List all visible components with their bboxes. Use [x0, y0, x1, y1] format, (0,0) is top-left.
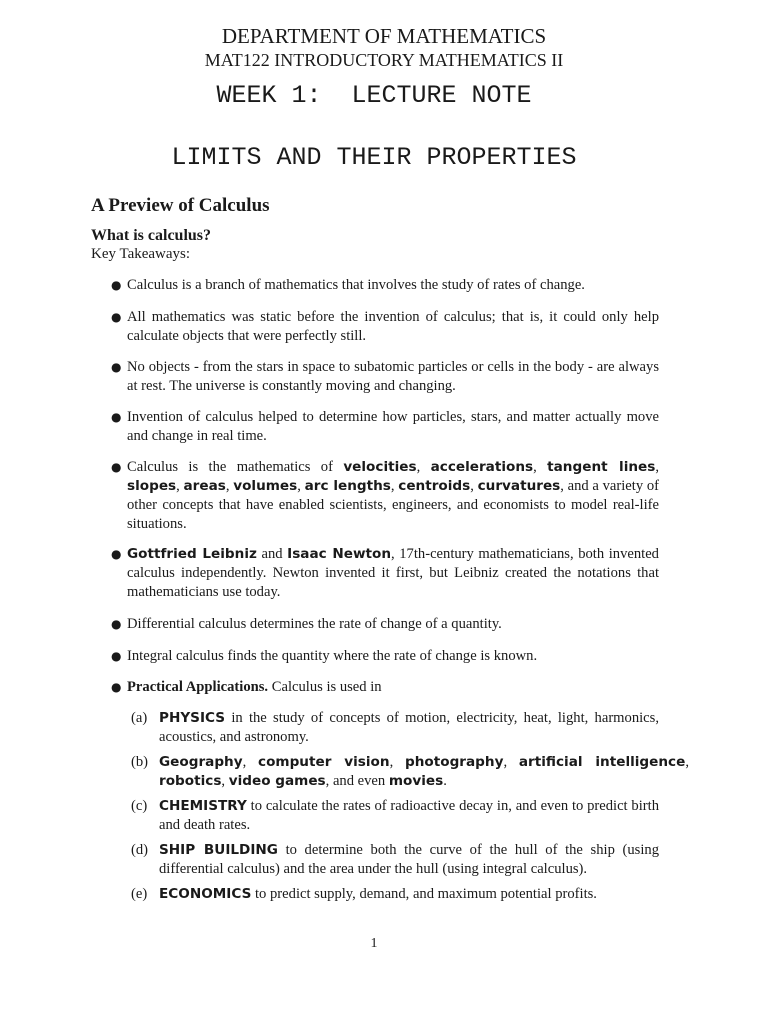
item-text: .	[443, 773, 447, 789]
application-item	[159, 709, 659, 747]
list-item: Invention of calculus helped to determine how particles, stars, and matter actually move and change in real time.	[127, 409, 659, 444]
list-item: Calculus is a branch of mathematics that involves the study of rates of change.	[127, 277, 585, 293]
term: centroids	[398, 478, 471, 494]
document-title: LIMITS AND THEIR PROPERTIES	[171, 143, 577, 172]
term: SHIP BUILDING	[159, 842, 278, 858]
enum-label: (d)	[131, 842, 149, 858]
separator: ,	[655, 459, 660, 475]
list-item: Integral calculus finds the quantity where the rate of change is known.	[127, 648, 538, 664]
list-item	[127, 678, 659, 697]
bullet-icon: ●	[111, 649, 122, 663]
application-item	[159, 885, 659, 904]
key-takeaways-label: Key Takeaways:	[91, 246, 191, 262]
bullet-icon: ●	[111, 278, 122, 292]
term: ECONOMICS	[159, 886, 252, 902]
separator: ,	[533, 459, 548, 475]
bullet-icon: ●	[111, 460, 122, 474]
term: velocities	[343, 459, 417, 475]
item-text: to predict supply, demand, and maximum potential profits.	[251, 886, 597, 902]
term: artificial intelligence	[518, 754, 686, 770]
bullet-icon: ●	[111, 310, 122, 324]
subsection-title: What is calculus?	[91, 227, 212, 244]
term: areas	[183, 478, 226, 494]
list-item	[127, 458, 659, 534]
term: CHEMISTRY	[159, 798, 247, 814]
list-item: Differential calculus determines the rate of change of a quantity.	[127, 616, 502, 632]
separator: ,	[470, 478, 478, 494]
term: video games	[228, 773, 326, 789]
bullet-icon: ●	[111, 547, 122, 561]
separator: and	[256, 546, 288, 562]
separator: ,	[503, 754, 519, 770]
application-item	[159, 797, 659, 835]
separator: ,	[221, 773, 229, 789]
item-text: Calculus is used in	[268, 679, 382, 695]
separator: ,	[390, 478, 399, 494]
item-text: to determine both the curve of the hull of the ship (using differential calculus) and the area under the hull (using integral calculus).	[159, 842, 659, 877]
enum-label: (c)	[131, 798, 148, 814]
separator: ,	[297, 478, 305, 494]
application-item	[159, 753, 689, 791]
term: Gottfried Leibniz	[127, 546, 257, 562]
bullet-icon: ●	[111, 680, 122, 694]
item-text: Calculus is the mathematics of	[127, 459, 344, 475]
term: computer vision	[258, 754, 390, 770]
term: robotics	[159, 773, 222, 789]
term: slopes	[127, 478, 177, 494]
separator: ,	[242, 754, 259, 770]
term: PHYSICS	[159, 710, 226, 726]
separator: , and even	[325, 773, 389, 789]
item-text: , 17th-century mathematicians, both invented calculus independently. Newton invented it first, but Leibniz created the notations that mathematicians use today.	[127, 546, 659, 600]
term: arc lengths	[304, 478, 391, 494]
list-item: All mathematics was static before the invention of calculus; that is, it could only help calculate objects that were perfectly still.	[127, 309, 659, 344]
separator: ,	[176, 478, 184, 494]
separator: ,	[225, 478, 234, 494]
item-text: in the study of concepts of motion, electricity, heat, light, harmonics, acoustics, and astronomy.	[159, 710, 659, 745]
list-item	[127, 545, 659, 602]
separator: ,	[685, 754, 689, 770]
item-text: to calculate the rates of radioactive decay in, and even to predict birth and death rates.	[159, 798, 659, 833]
term: movies	[388, 773, 444, 789]
term: tangent lines	[547, 459, 656, 475]
bullet-icon: ●	[111, 360, 122, 374]
enum-label: (e)	[131, 886, 148, 902]
term: Isaac Newton	[287, 546, 392, 562]
term: Practical Applications.	[127, 679, 269, 695]
bullet-icon: ●	[111, 617, 122, 631]
item-text: , and a variety of other concepts that have enabled scientists, engineers, and economists to model real-life situations.	[127, 478, 659, 532]
separator: ,	[389, 754, 405, 770]
list-item: No objects - from the stars in space to subatomic particles or cells in the body - are always at rest. The universe is constantly moving and changing.	[127, 359, 659, 394]
department-heading: DEPARTMENT OF MATHEMATICS	[221, 24, 547, 48]
term: photography	[404, 754, 504, 770]
term: curvatures	[477, 478, 561, 494]
enum-label: (a)	[131, 710, 148, 726]
application-item	[159, 841, 659, 879]
term: accelerations	[430, 459, 534, 475]
term: volumes	[233, 478, 298, 494]
bullet-icon: ●	[111, 410, 122, 424]
page-number: 1	[370, 936, 378, 951]
term: Geography	[159, 754, 243, 770]
course-heading: MAT122 INTRODUCTORY MATHEMATICS II	[204, 50, 564, 70]
separator: ,	[416, 459, 431, 475]
week-heading: WEEK 1: LECTURE NOTE	[216, 81, 532, 110]
section-title: A Preview of Calculus	[91, 195, 270, 216]
enum-label: (b)	[131, 754, 149, 770]
